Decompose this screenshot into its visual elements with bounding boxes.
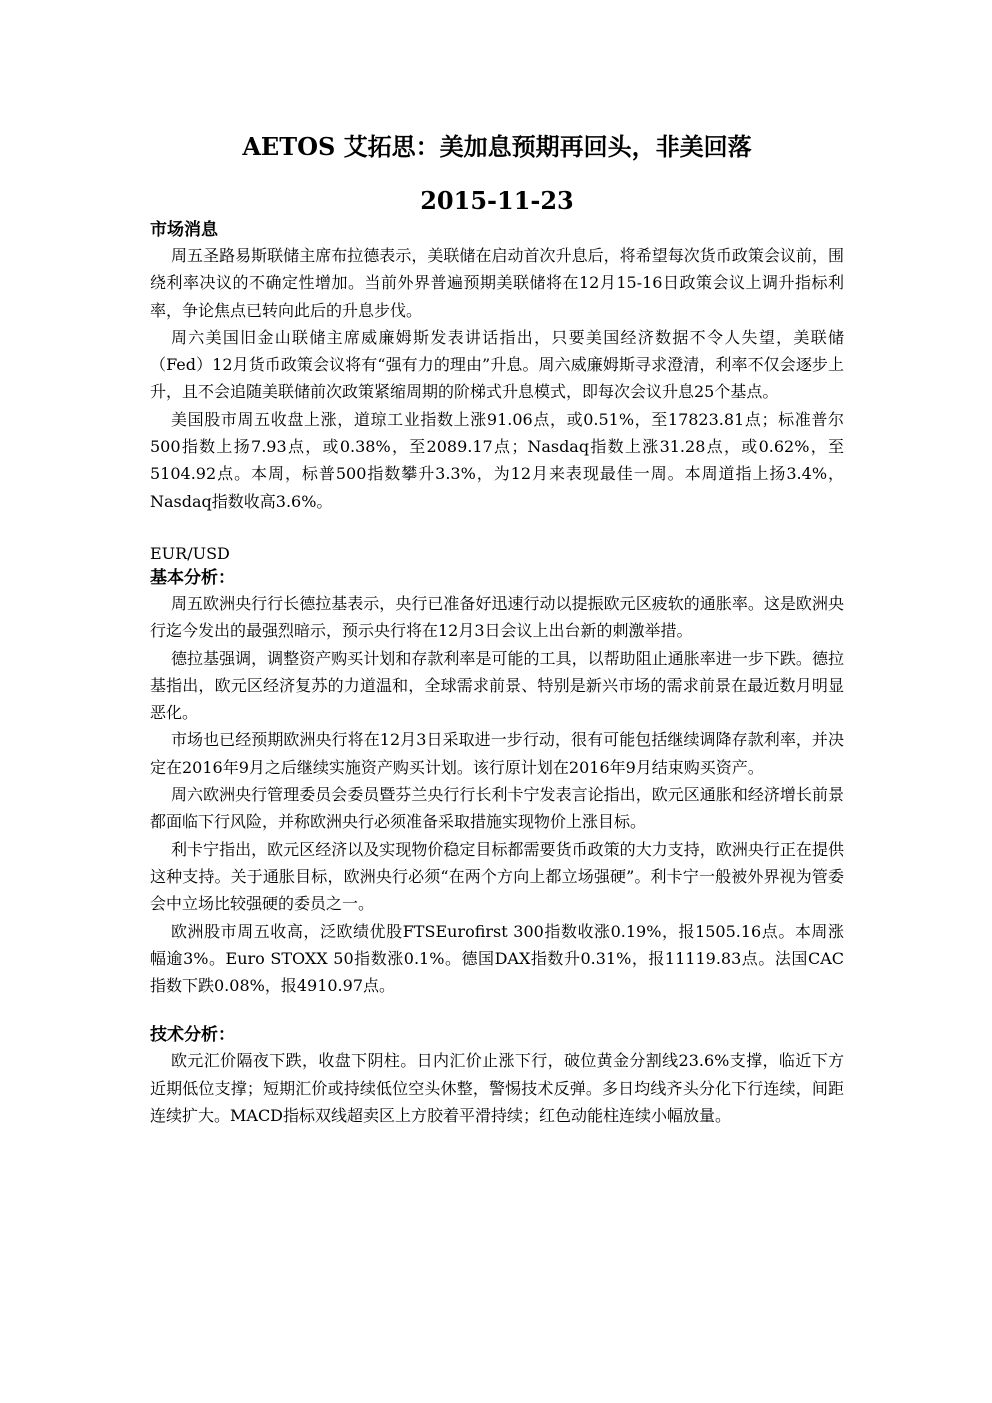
fundamental-paragraph: 市场也已经预期欧洲央行将在12月3日采取进一步行动，很有可能包括继续调降存款利率，并决定在2016年9月之后继续实施资产购买计划。该行原计划在2016年9月结束购买资产。 (150, 730, 844, 777)
document-title: AETOS 艾拓思：美加息预期再回头，非美回落 (242, 132, 752, 161)
fundamental-paragraph: 利卡宁指出，欧元区经济以及实现物价稳定目标都需要货币政策的大力支持，欧洲央行正在提供这种支持。关于通胀目标，欧洲央行必须“在两个方向上都立场强硬”。利卡宁一般被外界视为管委会中立场比较强硬的委员之一。 (150, 839, 844, 914)
document-date: 2015-11-23 (420, 186, 574, 215)
document-body (150, 128, 844, 1129)
section-spacer (150, 515, 844, 542)
fundamental-paragraph: 周六欧洲央行管理委员会委员暨芬兰央行行长利卡宁发表言论指出，欧元区通胀和经济增长前景都面临下行风险，并称欧洲央行必须准备采取措施实现物价上涨目标。 (150, 785, 844, 832)
market-news-heading: 市场消息 (150, 220, 218, 240)
fundamental-paragraph: 周五欧洲央行行长德拉基表示，央行已准备好迅速行动以提振欧元区疲软的通胀率。这是欧洲央行迄今发出的最强烈暗示，预示央行将在12月3日会议上出台新的刺激举措。 (150, 593, 844, 641)
technical-analysis-heading: 技术分析： (150, 1025, 235, 1046)
fundamental-analysis-heading: 基本分析： (150, 567, 235, 588)
section-spacer (150, 999, 844, 1023)
fundamental-paragraph: 德拉基强调，调整资产购买计划和存款利率是可能的工具，以帮助阻止通胀率进一步下跌。德拉基指出，欧元区经济复苏的力道温和，全球需求前景、特别是新兴市场的需求前景在最近数月明显恶化。 (150, 648, 844, 723)
market-news-paragraph: 周五圣路易斯联储主席布拉德表示，美联储在启动首次升息后，将希望每次货币政策会议前，围绕利率决议的不确定性增加。当前外界普遍预期美联储将在12月15-16日政策会议上调升指标利率，争论焦点已转向此后的升息步伐。 (150, 246, 844, 320)
market-news-paragraph: 美国股市周五收盘上涨，道琼工业指数上涨91.06点，或0.51%，至17823.81点；标准普尔500指数上扬7.93点，或0.38%，至2089.17点；Nasdaq指数上涨31.28点，或0.62%，至5104.92点。本周，标普500指数攀升3.3%，为12月来表现最佳一周。本周道指上扬3.4%，Nasdaq指数收高3.6%。 (150, 409, 844, 511)
market-news-paragraph: 周六美国旧金山联储主席威廉姆斯发表讲话指出，只要美国经济数据不令人失望，美联储（Fed）12月货币政策会议将有“强有力的理由”升息。周六威廉姆斯寻求澄清，利率不仅会逐步上升，且不会追随美联储前次政策紧缩周期的阶梯式升息模式，即每次会议升息25个基点。 (150, 327, 844, 402)
currency-pair-label: EUR/USD (150, 543, 230, 563)
fundamental-paragraph: 欧洲股市周五收高，泛欧绩优股FTSEurofirst 300指数收涨0.19%，报1505.16点。本周涨幅逾3%。Euro STOXX 50指数涨0.1%。德国DAX指数升0.31%，报11119.83点。法国CAC指数下跌0.08%，报4910.97点。 (150, 921, 844, 996)
technical-paragraph: 欧元汇价隔夜下跌，收盘下阴柱。日内汇价止涨下行，破位黄金分割线23.6%支撑，临近下方近期低位支撑；短期汇价或持续低位空头休整，警惕技术反弹。多日均线齐头分化下行连续，间距连续扩大。MACD指标双线超卖区上方胶着平滑持续；红色动能柱连续小幅放量。 (150, 1051, 844, 1126)
